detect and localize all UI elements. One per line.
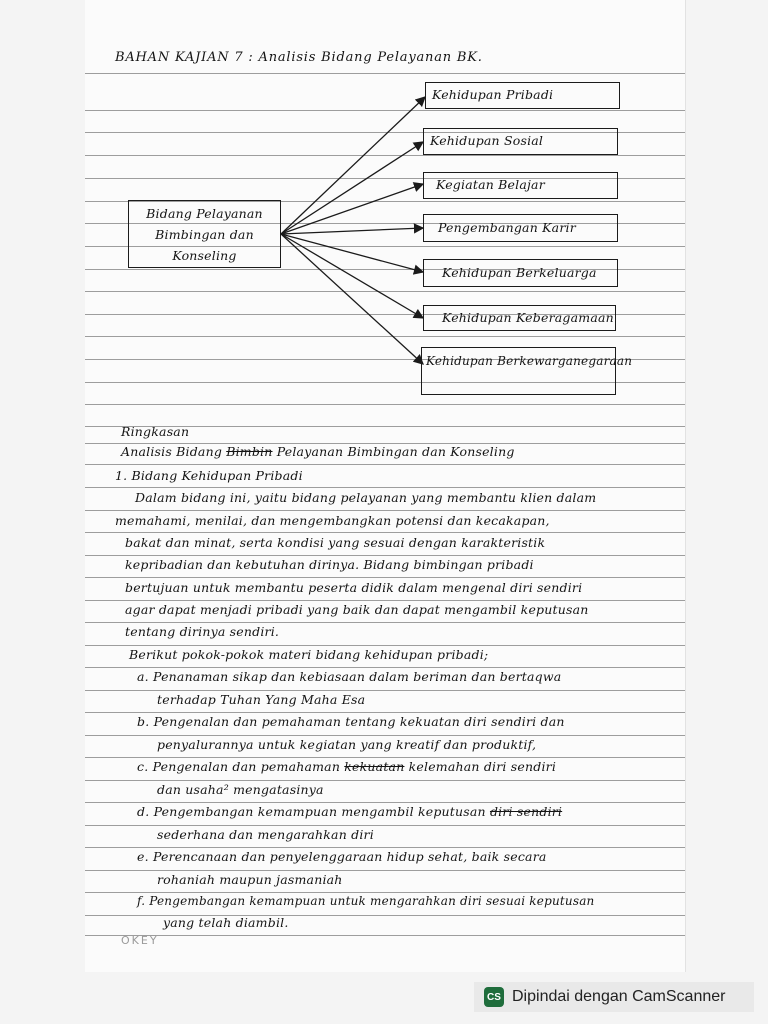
item-a-line-2: terhadap Tuhan Yang Maha Esa xyxy=(157,692,366,707)
item-e-label: e. xyxy=(137,849,149,864)
summary-subtitle-struck: Bimbin xyxy=(226,444,273,459)
target-label-berkeluarga: Kehidupan Berkeluarga xyxy=(442,265,597,280)
list-item-e xyxy=(137,849,547,864)
list-item-c xyxy=(137,759,556,774)
source-box xyxy=(128,200,281,268)
target-label-belajar: Kegiatan Belajar xyxy=(436,177,545,192)
paragraph-line-6: agar dapat menjadi pribadi yang baik dan dapat mengambil keputusan xyxy=(125,602,589,617)
list-item-a xyxy=(137,669,561,684)
item-c-line-1: Pengenalan dan pemahaman xyxy=(152,759,341,774)
item-b-line-2: penyalurannya untuk kegiatan yang kreatif dan produktif, xyxy=(157,737,537,752)
target-box-sosial xyxy=(423,128,618,155)
arrow-pribadi xyxy=(281,97,425,234)
summary-subtitle-post: Pelayanan Bimbingan dan Konseling xyxy=(276,444,515,459)
section-1-title: 1. Bidang Kehidupan Pribadi xyxy=(115,468,303,483)
target-box-karir xyxy=(423,214,618,242)
paragraph-line-7: tentang dirinya sendiri. xyxy=(125,624,280,639)
item-c-struck: kekuatan xyxy=(344,759,405,774)
item-b-label: b. xyxy=(137,714,150,729)
target-box-kewarganegaraan xyxy=(421,347,633,395)
target-box-belajar xyxy=(423,172,618,199)
target-label-pribadi: Kehidupan Pribadi xyxy=(432,87,554,102)
paragraph-line-4: kepribadian dan kebutuhan dirinya. Bidang bimbingan pribadi xyxy=(125,557,534,572)
arrow-karir xyxy=(281,228,423,234)
summary-subtitle xyxy=(121,444,515,459)
item-c-line-1b: kelemahan diri sendiri xyxy=(408,759,557,774)
item-d-struck: diri sendiri xyxy=(489,804,563,819)
item-d-line-1: Pengembangan kemampuan mengambil keputusan xyxy=(153,804,486,819)
target-label-kewarganegaraan: Kehidupan Berkewarganegaraan xyxy=(426,354,633,368)
target-box-pribadi xyxy=(425,82,620,109)
target-box-keberagamaan xyxy=(423,305,616,331)
page-title: BAHAN KAJIAN 7 : Analisis Bidang Pelayanan BK. xyxy=(115,50,483,65)
item-a-line-1: Penanaman sikap dan kebiasaan dalam beriman dan bertaqwa xyxy=(153,669,562,684)
paragraph-line-3: bakat dan minat, serta kondisi yang sesuai dengan karakteristik xyxy=(125,535,546,550)
item-d-label: d. xyxy=(137,804,150,819)
paragraph-line-5: bertujuan untuk membantu peserta didik dalam mengenal diri sendiri xyxy=(125,580,583,595)
item-f-line-1: Pengembangan kemampuan untuk mengarahkan diri sesuai keputusan xyxy=(149,894,595,908)
target-box-berkeluarga xyxy=(423,259,618,287)
notebook-brand-logo: OKEY xyxy=(121,934,159,947)
camscanner-icon: CS xyxy=(484,987,504,1007)
item-e-line-1: Perencanaan dan penyelenggaraan hidup sehat, baik secara xyxy=(152,849,547,864)
item-d-line-2: sederhana dan mengarahkan diri xyxy=(157,827,374,842)
target-label-keberagamaan: Kehidupan Keberagamaan xyxy=(442,310,614,325)
arrow-sosial xyxy=(281,142,423,234)
summary-subtitle-pre: Analisis Bidang xyxy=(121,444,223,459)
paragraph-line-1: Dalam bidang ini, yaitu bidang pelayanan yang membantu klien dalam xyxy=(135,490,597,505)
target-label-karir: Pengembangan Karir xyxy=(438,220,576,235)
arrow-keberagamaan xyxy=(281,234,423,318)
item-a-label: a. xyxy=(137,669,149,684)
list-item-f xyxy=(137,894,594,908)
item-f-line-2: yang telah diambil. xyxy=(163,915,289,930)
summary-heading: Ringkasan xyxy=(121,424,190,439)
notebook-page xyxy=(85,0,686,972)
item-e-line-2: rohaniah maupun jasmaniah xyxy=(157,872,343,887)
source-line-2: Bimbingan dan xyxy=(155,227,254,242)
camscanner-watermark xyxy=(474,982,754,1012)
target-label-sosial: Kehidupan Sosial xyxy=(430,133,544,148)
source-line-3: Konseling xyxy=(172,248,237,263)
paragraph-line-2: memahami, menilai, dan mengembangkan potensi dan kecakapan, xyxy=(115,513,550,528)
source-line-1: Bidang Pelayanan xyxy=(146,206,263,221)
list-intro: Berikut pokok-pokok materi bidang kehidupan pribadi; xyxy=(129,647,489,662)
item-c-line-2: dan usaha² mengatasinya xyxy=(157,782,324,797)
arrow-belajar xyxy=(281,184,423,234)
camscanner-label: Dipindai dengan CamScanner xyxy=(512,988,726,1005)
list-item-b xyxy=(137,714,565,729)
item-c-label: c. xyxy=(137,759,149,774)
item-f-label: f. xyxy=(137,894,146,908)
list-item-d xyxy=(137,804,562,819)
item-b-line-1: Pengenalan dan pemahaman tentang kekuatan diri sendiri dan xyxy=(153,714,565,729)
